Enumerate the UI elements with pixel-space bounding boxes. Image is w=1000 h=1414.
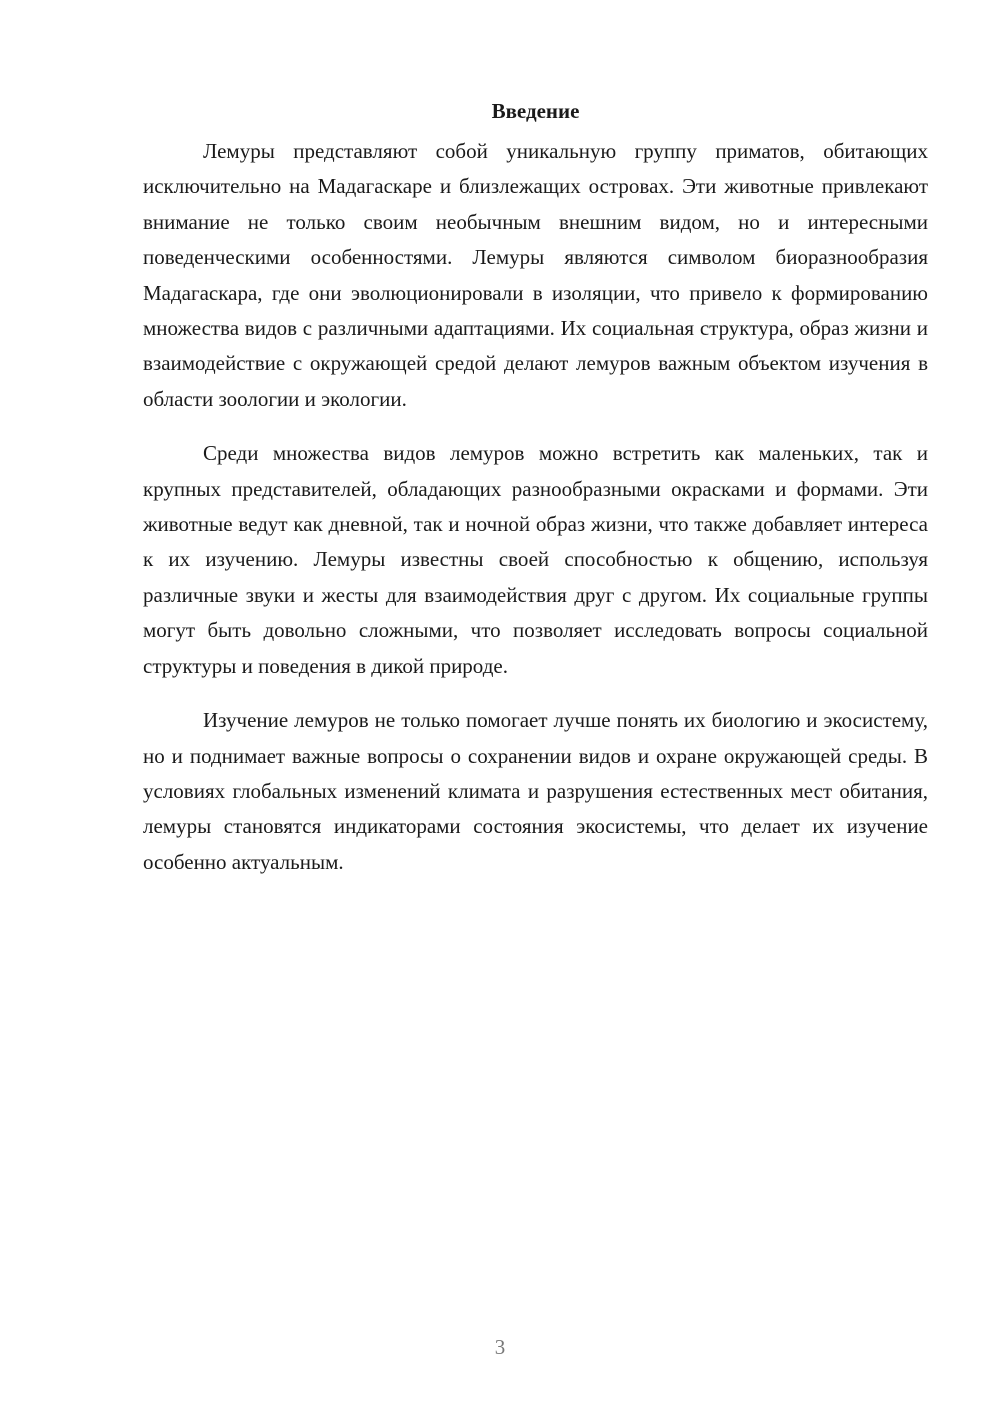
section-heading: Введение (491, 99, 580, 123)
paragraph-3: Изучение лемуров не только помогает лучше понять их биологию и экосистему, но и поднимает важные вопросы о сохранении видов и охране окружающей среды. В условиях глобальных изменений климата и разрушения естественных мест обитания, лемуры становятся индикаторами состояния экосистемы, что делает их изучение особенно актуальным. (143, 708, 928, 874)
page-number: 3 (494, 1335, 506, 1359)
paragraph-2: Среди множества видов лемуров можно встретить как маленьких, так и крупных представителей, обладающих разнообразными окрасками и формами. Эти животные ведут как дневной, так и ночной образ жизни, что также добавляет интереса к их изучению. Лемуры известны своей способностью к общению, используя различные звуки и жесты для взаимодействия друг с другом. Их социальные группы могут быть довольно сложными, что позволяет исследовать вопросы социальной структуры и поведения в дикой природе. (143, 441, 928, 678)
paragraph-1: Лемуры представляют собой уникальную группу приматов, обитающих исключительно на Мадагаскаре и близлежащих островах. Эти животные привлекают внимание не только своим необычным внешним видом, но и интересными поведенческими особенностями. Лемуры являются символом биоразнообразия Мадагаскара, где они эволюционировали в изоляции, что привело к формированию множества видов с различными адаптациями. Их социальная структура, образ жизни и взаимодействие с окружающей средой делают лемуров важным объектом изучения в области зоологии и экологии. (143, 139, 928, 411)
page-content (143, 96, 928, 899)
